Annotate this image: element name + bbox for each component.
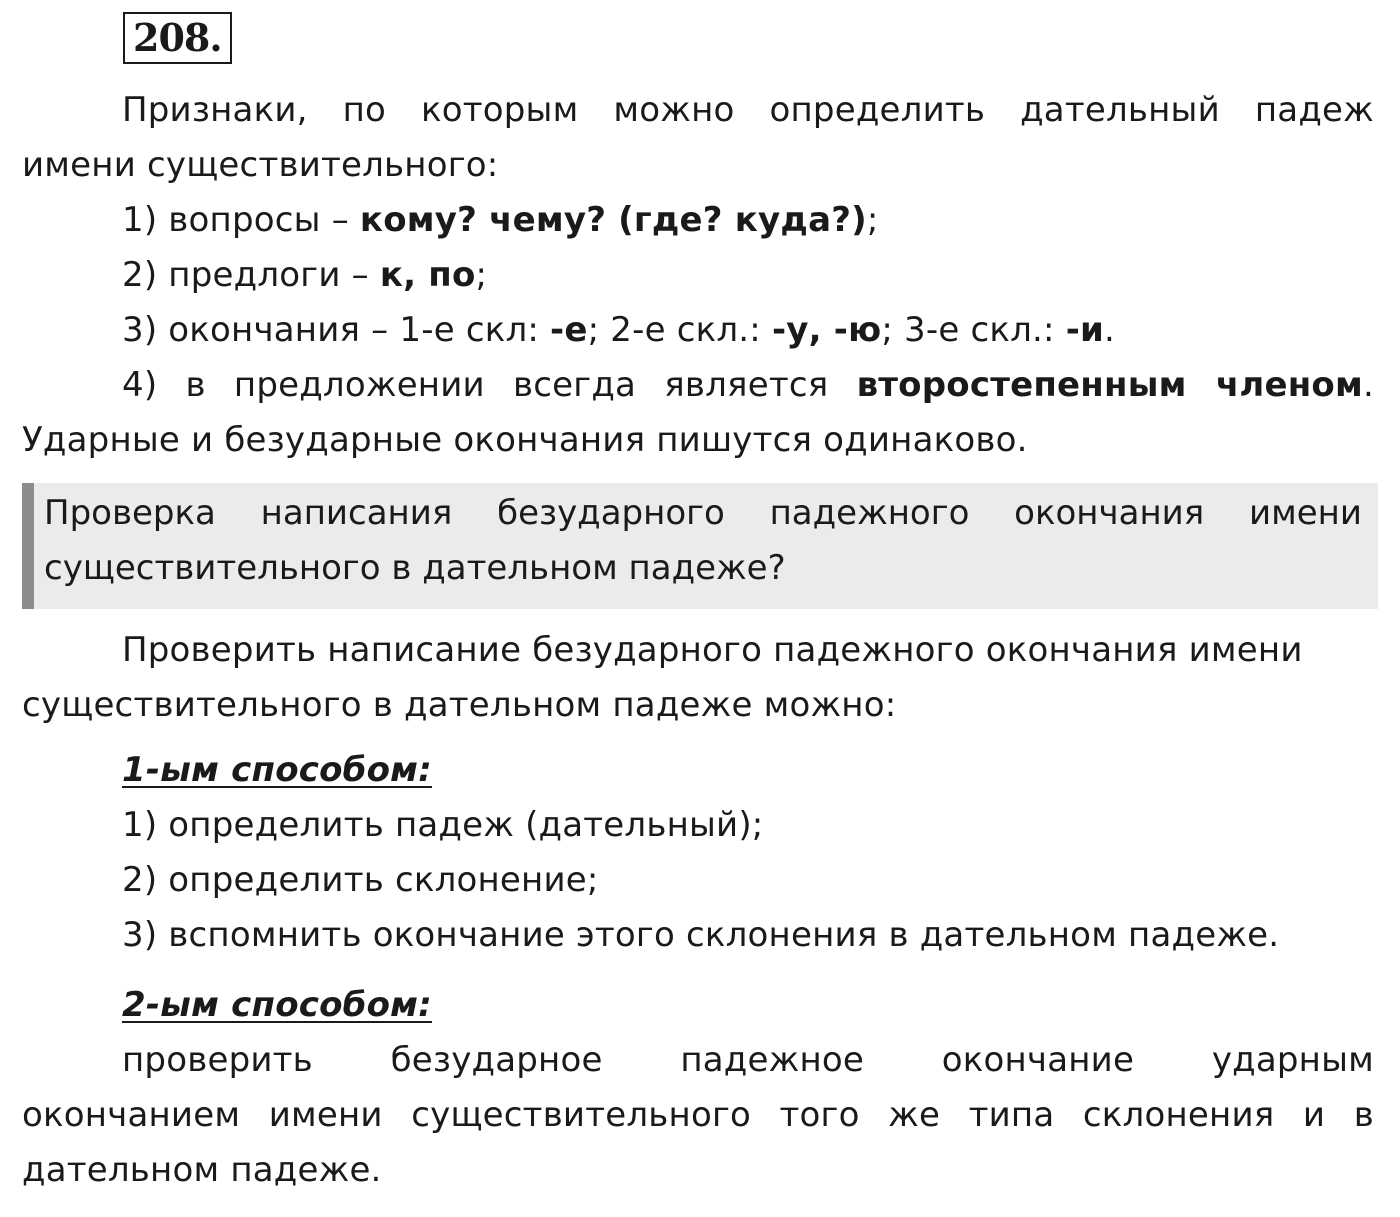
sign-endings-prefix: 3) окончания – 1-е скл: xyxy=(122,310,551,350)
task-number: 208. xyxy=(123,12,232,64)
question-line-2: существительного в дательном падеже? xyxy=(44,548,786,588)
method2-title-row xyxy=(122,983,1374,1027)
sign-endings-suffix: . xyxy=(1104,310,1116,350)
sign-endings-third: -и xyxy=(1065,310,1105,350)
sign-role-suffix: . xyxy=(1362,365,1374,405)
method1-title: 1-ым способом: xyxy=(122,750,432,790)
stress-note: Ударные и безударные окончания пишутся одинаково. xyxy=(22,420,1028,460)
sign-endings xyxy=(122,308,1374,352)
sign-role-bold: второстепенным членом xyxy=(856,365,1363,405)
answer-line-2: существительного в дательном падеже можно: xyxy=(22,685,897,725)
sign-questions xyxy=(122,198,1374,242)
method2-line-2: окончанием имени существительного того же типа склонения и в xyxy=(22,1095,1374,1135)
sign-prepositions-suffix: ; xyxy=(475,255,488,295)
sign-prepositions-bold: к, по xyxy=(379,255,476,295)
sign-endings-first: -е xyxy=(550,310,588,350)
question-box xyxy=(22,483,1378,609)
sign-sentence-role xyxy=(122,363,1374,407)
intro-line-2: имени существительного: xyxy=(22,145,499,185)
method1-step-2: 2) определить склонение; xyxy=(122,860,599,900)
sign-prepositions xyxy=(122,253,1374,297)
sign-questions-bold: кому? чему? (где? куда?) xyxy=(359,200,867,240)
method2-line-1: проверить безударное падежное окончание ударным xyxy=(122,1040,1374,1080)
sign-endings-mid-1: ; 2-е скл.: xyxy=(587,310,772,350)
intro-line-1: Признаки, по которым можно определить дательный падеж xyxy=(122,90,1374,130)
method1-step-1: 1) определить падеж (дательный); xyxy=(122,805,764,845)
sign-endings-second: -у, -ю xyxy=(771,310,882,350)
method2-title: 2-ым способом: xyxy=(122,985,432,1025)
answer-line-1: Проверить написание безударного падежного окончания имени xyxy=(122,630,1303,670)
question-line-1: Проверка написания безударного падежного окончания имени xyxy=(44,493,1362,533)
sign-questions-prefix: 1) вопросы – xyxy=(122,200,360,240)
method2-line-3: дательном падеже. xyxy=(22,1150,382,1190)
sign-prepositions-prefix: 2) предлоги – xyxy=(122,255,380,295)
method1-title-row xyxy=(122,748,1374,792)
sign-questions-suffix: ; xyxy=(866,200,879,240)
sign-role-prefix: 4) в предложении всегда является xyxy=(122,365,857,405)
method1-step-3: 3) вспомнить окончание этого склонения в дательном падеже. xyxy=(122,915,1280,955)
sign-endings-mid-2: ; 3-е скл.: xyxy=(881,310,1066,350)
